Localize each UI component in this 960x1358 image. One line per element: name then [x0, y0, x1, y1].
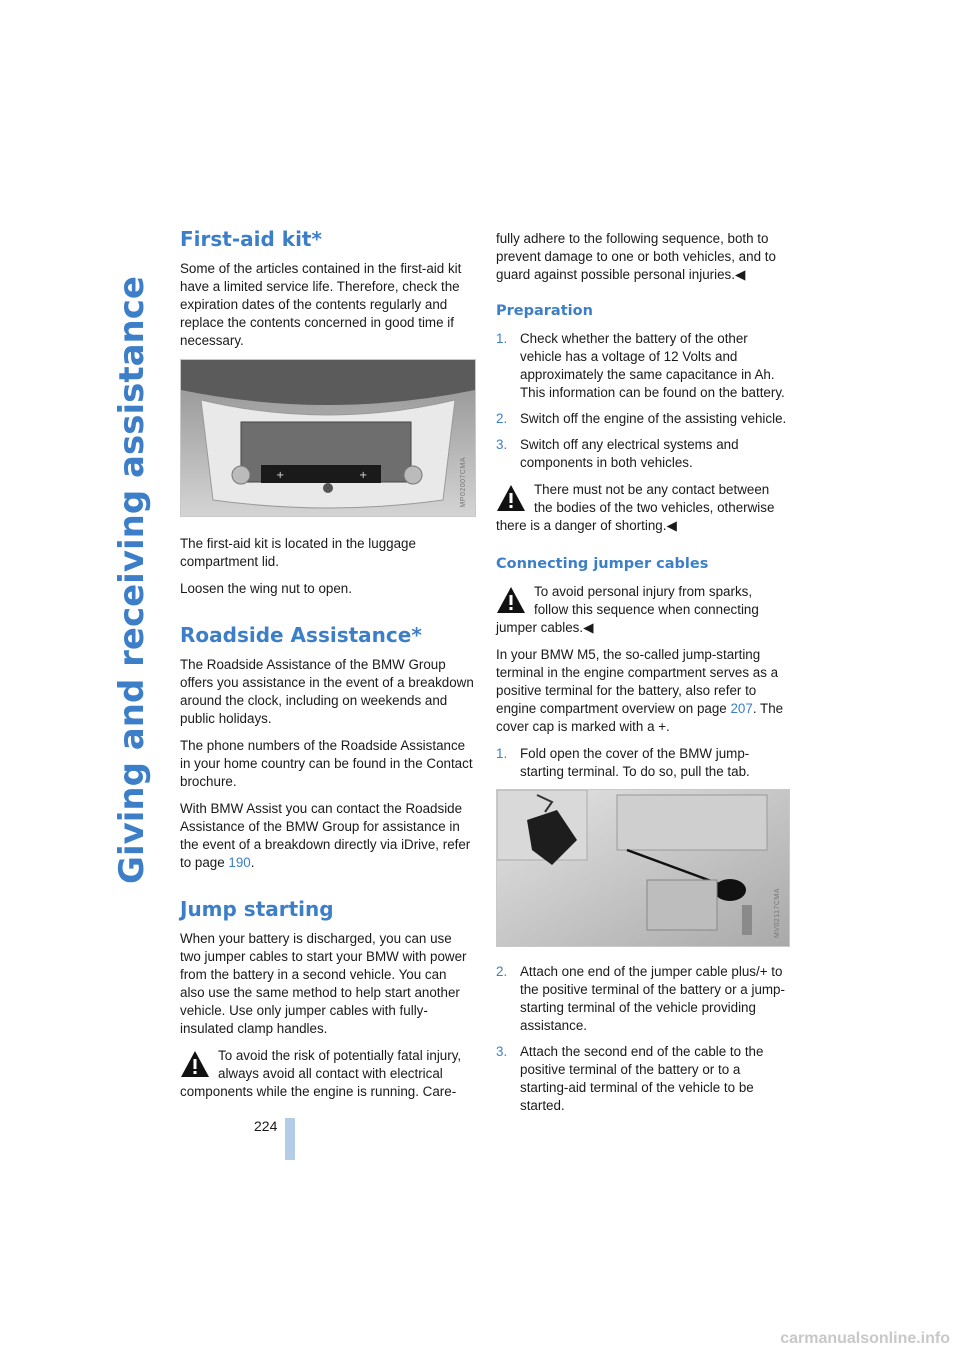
first-aid-kit-image: [180, 359, 476, 517]
connecting-p1-text: In your BMW M5, the so-called jump-starting terminal in the engine compartment serves as a positive terminal for the battery, also refer to engine compartment overview on page: [496, 647, 779, 716]
first-aid-open: Loosen the wing nut to open.: [180, 581, 352, 596]
connecting-p1-end: . The cover cap is marked with a +.: [496, 701, 784, 734]
step-number: 3.: [496, 1044, 508, 1059]
side-chapter-title-text: Giving and receiving assistance: [112, 276, 152, 884]
side-chapter-title: [108, 40, 156, 1120]
roadside-p3-text: With BMW Assist you can contact the Roadside Assistance of the BMW Group for assistance in the event of a breakdown directly via iDrive, refer to page: [180, 801, 471, 870]
watermark: carmanualsonline.info: [780, 1330, 950, 1347]
sparks-warning: [496, 583, 788, 637]
step-number: 3.: [496, 437, 508, 452]
step-text: Fold open the cover of the BMW jump-starting terminal. To do so, pull the tab.: [520, 746, 750, 779]
roadside-p3: [180, 800, 474, 872]
sparks-warning-text: To avoid personal injury from sparks, follow this sequence when connecting jumper cables.◀: [496, 584, 759, 635]
shorting-warning: [496, 481, 788, 535]
step-text: Switch off the engine of the assisting vehicle.: [520, 411, 787, 426]
jump-intro: When your battery is discharged, you can use two jumper cables to start your BMW with power from the battery in a second vehicle. You can also use the same method to help start another vehicle. Use only jumper cables with fully-insulated clamp handles.: [180, 931, 467, 1036]
roadside-p2: The phone numbers of the Roadside Assistance in your home country can be found in the Contact brochure.: [180, 738, 473, 789]
warning-icon: [180, 1049, 210, 1079]
roadside-heading: Roadside Assistance*: [180, 623, 422, 647]
warning-icon: [496, 585, 526, 615]
roadside-p1: The Roadside Assistance of the BMW Group offers you assistance in the event of a breakdown around the clock, including on weekends and public holidays.: [180, 657, 474, 726]
roadside-p3-end: .: [250, 855, 255, 870]
right-column: [496, 230, 788, 1124]
step-text: Check whether the battery of the other vehicle has a voltage of 12 Volts and approximately the same capacitance in Ah. This information can be found on the battery.: [520, 331, 785, 400]
preparation-heading: Preparation: [496, 303, 593, 319]
warning-continued: fully adhere to the following sequence, both to prevent damage to one or both vehicles, and to guard against possible personal injuries.◀: [496, 231, 776, 282]
step-text: Attach the second end of the cable to the positive terminal of the battery or to a starting-aid terminal of the vehicle to be started.: [520, 1044, 764, 1113]
list-item: [496, 410, 788, 428]
left-column: [180, 227, 474, 1110]
jump-warning: [180, 1047, 474, 1101]
page-number: 224: [254, 1118, 278, 1134]
step-text: Attach one end of the jumper cable plus/+ to the positive terminal of the battery or a jump-starting terminal of the vehicle providing assistance.: [520, 964, 785, 1033]
page-link-190[interactable]: 190: [228, 855, 251, 870]
shorting-warning-text: There must not be any contact between the bodies of the two vehicles, otherwise there is a danger of shorting.◀: [496, 482, 775, 533]
jump-warning-text: To avoid the risk of potentially fatal injury, always avoid all contact with electrical components while the engine is running. Care-: [180, 1048, 462, 1099]
step-number: 2.: [496, 411, 508, 426]
warning-icon: [496, 483, 526, 513]
step-number: 1.: [496, 746, 508, 761]
svg-text:+: +: [276, 470, 285, 481]
connecting-heading: Connecting jumper cables: [496, 556, 709, 572]
first-aid-intro: Some of the articles contained in the first-aid kit have a limited service life. Therefore, check the expiration dates of the contents regularly and replace the contents concerned in good time if necessary.: [180, 261, 462, 348]
list-item: [496, 963, 788, 1035]
list-item: [496, 1043, 788, 1115]
step-number: 1.: [496, 331, 508, 346]
list-item: [496, 330, 788, 402]
step-text: Switch off any electrical systems and components in both vehicles.: [520, 437, 739, 470]
figure-code: MP02007CMA: [460, 457, 467, 508]
connecting-steps: [496, 963, 788, 1115]
jump-heading: Jump starting: [180, 897, 334, 921]
figure-code: MV02117CMA: [774, 887, 781, 938]
list-item: [496, 436, 788, 472]
preparation-steps: [496, 330, 788, 472]
first-aid-heading: First-aid kit*: [180, 227, 322, 251]
page-marker-bar: [285, 1118, 295, 1160]
jump-terminal-image: [496, 789, 790, 947]
connecting-p1: [496, 646, 788, 736]
page-link-207[interactable]: 207: [730, 701, 753, 716]
list-item: [496, 745, 788, 781]
step-number: 2.: [496, 964, 508, 979]
svg-text:+: +: [359, 470, 368, 481]
first-aid-location: The first-aid kit is located in the luggage compartment lid.: [180, 536, 416, 569]
